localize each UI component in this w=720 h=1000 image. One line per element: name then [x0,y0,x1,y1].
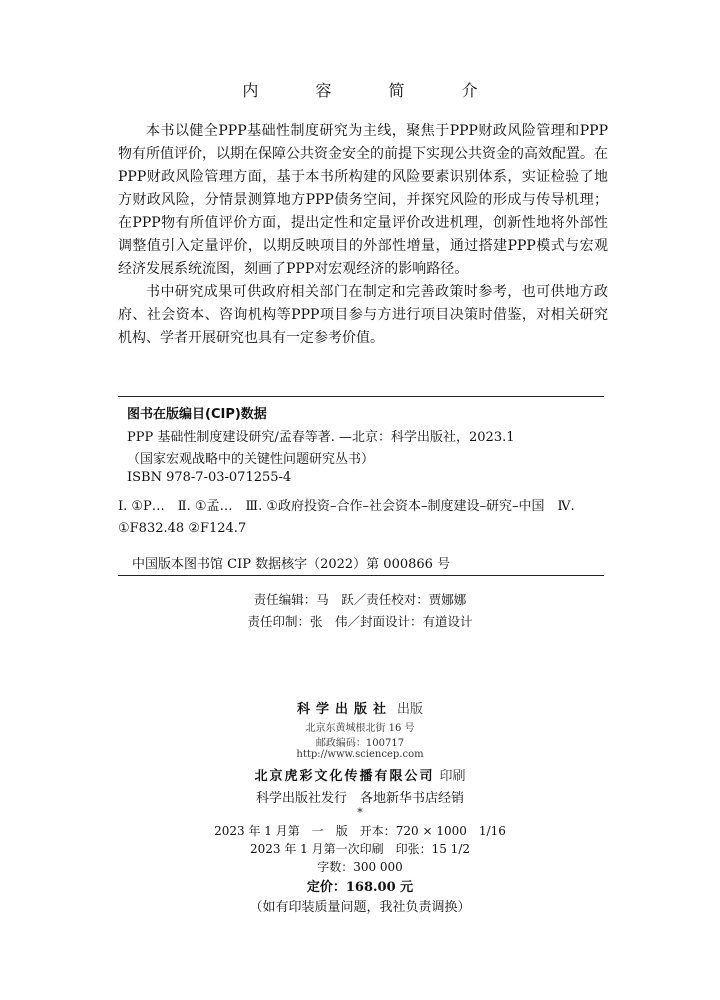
cip-record-number: 中国版本图书馆 CIP 数据核字（2022）第 000866 号 [132,557,451,572]
credits-line-1 [0,590,720,608]
publisher-name: 科学出版社 [296,702,392,717]
distribution-line: 科学出版社发行 各地新华书店经销 [255,791,464,806]
page-title: 内 容 简 介 [242,81,504,100]
cip-isbn: ISBN 978-7-03-071255-4 [127,470,292,485]
publisher-suffix: 出版 [397,702,424,717]
cip-top-rule [118,396,604,397]
publisher-line [0,698,720,717]
quality-notice: （如有印装质量问题，我社负责调换） [249,900,471,915]
publisher-address: 北京东黄城根北街 16 号 [305,723,415,734]
edition-line: 2023 年 1 月第 一 版 开本：720 × 1000 1/16 [214,824,506,838]
cip-bibliographic-line: PPP 基础性制度建设研究/孟春等著. —北京：科学出版社，2023.1 [127,430,515,445]
price-line: 定价：168.00 元 [306,880,414,895]
cip-classification: Ⅰ. ①P… Ⅱ. ①孟… Ⅲ. ①政府投资–合作–社会资本–制度建设–研究–中国 Ⅳ. ①F832.48 ②F124.7 [118,499,575,536]
credits-line-2 [0,612,720,630]
credits-production: 责任印制：张 伟／封面设计：有道设计 [247,614,473,629]
printer-suffix: 印刷 [439,769,466,784]
cip-heading: 图书在版编目(CIP)数据 [127,407,267,422]
cip-series-line: （国家宏观战略中的关键性问题研究丛书） [127,452,375,467]
publisher-postcode: 邮政编码：100717 [315,738,405,749]
printing-line: 2023 年 1 月第一次印刷 印张：15 1/2 [249,842,470,856]
summary-paragraph-2: 书中研究成果可供政府相关部门在制定和完善政策时参考，也可供地方政府、社会资本、咨询机构等PPP项目参与方进行项目决策时借鉴，对相关研究机构、学者开展研究也具有一定参考价值。 [118,284,608,346]
cip-bottom-rule [118,575,604,576]
summary-paragraph-1: 本书以健全PPP基础性制度研究为主线，聚焦于PPP财政风险管理和PPP物有所值评价，以期在保障公共资金安全的前提下实现公共资金的高效配置。在PPP财政风险管理方面，基于本书所构建的风险要素识别体系，实证检验了地方财政风险，分情景测算地方PPP债务空间，并探究风险的形成与传导机理；在PPP物有所值评价方面，提出定性和定量评价改进机理，创新性地将外部性调整值引入定量评价，以期反映项目的外部性增量，通过搭建PPP模式与宏观经济发展系统流图，刻画了PPP对宏观经济的影响路径。 [118,123,608,277]
credits-editors: 责任编辑：马 跃／责任校对：贾娜娜 [253,592,467,607]
wordcount-line: 字数：300 000 [317,860,403,874]
publisher-url: http://www.sciencep.com [296,749,424,760]
printer-line [0,765,720,784]
separator-star: * [357,806,363,819]
summary-section [118,120,608,350]
printer-name: 北京虎彩文化传播有限公司 [254,769,435,784]
